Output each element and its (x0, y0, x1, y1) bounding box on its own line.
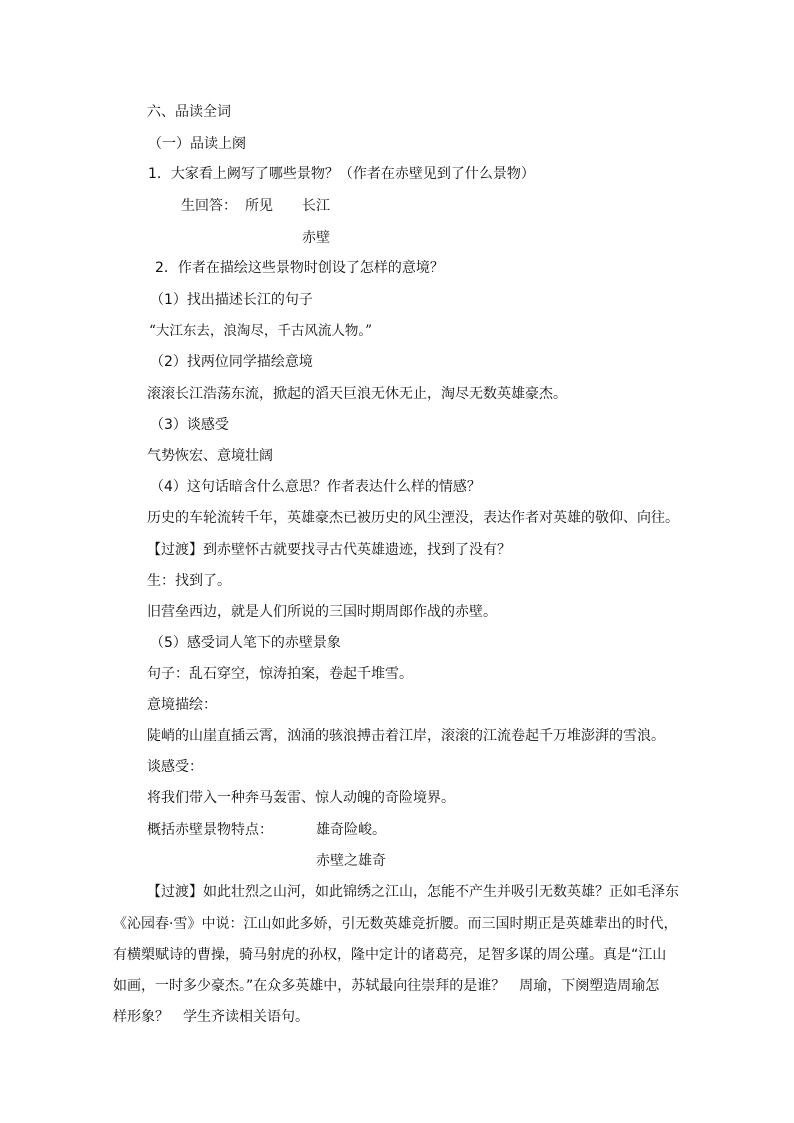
summary-label: 概括赤壁景物特点： (147, 822, 273, 838)
summary-conclusion: 赤壁之雄奇 (316, 853, 386, 869)
chibi-location-text: 旧营垒西边，就是人们所说的三国时期周郎作战的赤壁。 (147, 604, 497, 620)
paragraph-line-1: 【过渡】如此壮烈之山河，如此锦绣之江山，怎能不产生并吸引无数英雄？正如毛泽东 (147, 884, 679, 900)
section-heading: 六、品读全词 (147, 104, 231, 120)
sentence-text: 句子：乱石穿空，惊涛拍案，卷起千堆雪。 (147, 666, 413, 682)
imagery-label: 意境描绘： (147, 697, 217, 713)
answer-yangtze: 长江 (302, 198, 330, 214)
answer-chibi: 赤壁 (302, 230, 330, 246)
answer-label: 生回答： (181, 198, 237, 214)
item-3: （3）谈感受 (150, 417, 229, 433)
imagery-text: 陡峭的山崖直插云霄，汹涌的骇浪搏击着江岸，滚滚的江流卷起千万堆澎湃的雪浪。 (147, 728, 665, 744)
question-2: 2．作者在描绘这些景物时创设了怎样的意境？ (155, 260, 444, 276)
meaning-text: 历史的车轮流转千年，英雄豪杰已被历史的风尘湮没，表达作者对英雄的敬仰、向往。 (147, 510, 679, 526)
student-reply: 生：找到了。 (147, 573, 231, 589)
question-1: 1．大家看上阙写了哪些景物？（作者在赤壁见到了什么景物） (148, 166, 535, 182)
answer-seen: 所见 (245, 198, 273, 214)
quote-line: “大江东去，浪淘尽，千古风流人物。” (149, 323, 373, 339)
item-2: （2）找两位同学描绘意境 (150, 354, 313, 370)
item-1: （1）找出描述长江的句子 (150, 292, 313, 308)
paragraph-line-4: 如画，一时多少豪杰。”在众多英雄中，苏轼最向往崇拜的是谁？ 周瑜，下阕塑造周瑜怎 (113, 978, 660, 994)
item-4: （4）这句话暗含什么意思？作者表达什么样的情感？ (150, 479, 481, 495)
description-text: 滚滚长江浩荡东流，掀起的滔天巨浪无休无止，淘尽无数英雄豪杰。 (147, 386, 567, 402)
summary-value: 雄奇险峻。 (316, 822, 386, 838)
paragraph-line-5: 样形象？ 学生齐读相关语句。 (113, 1009, 309, 1025)
feeling-text: 气势恢宏、意境壮阔 (147, 448, 273, 464)
subsection-heading: （一）品读上阕 (148, 136, 246, 152)
item-5: （5）感受词人笔下的赤壁景象 (150, 635, 341, 651)
paragraph-line-3: 有横槊赋诗的曹操，骑马射虎的孙权，隆中定计的诸葛亮，足智多谋的周公瑾。真是“江山 (113, 947, 667, 963)
paragraph-line-2: 《沁园春·雪》中说：江山如此多娇，引无数英雄竞折腰。而三国时期正是英雄辈出的时代， (113, 916, 678, 932)
feeling-description: 将我们带入一种奔马轰雷、惊人动魄的奇险境界。 (147, 790, 455, 806)
feeling-label: 谈感受： (147, 759, 203, 775)
transition-text: 【过渡】到赤壁怀古就要找寻古代英雄遗迹，找到了没有？ (147, 542, 511, 558)
